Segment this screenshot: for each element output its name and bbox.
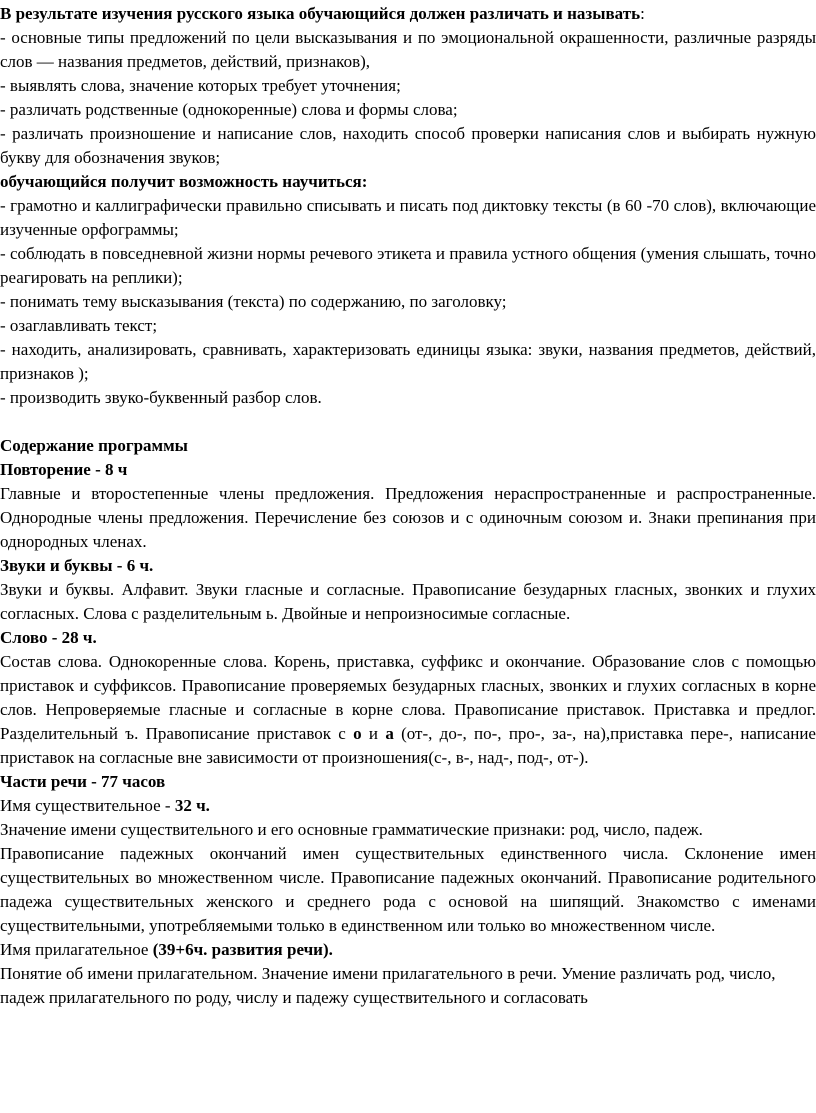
opportunity-item: - находить, анализировать, сравнивать, характеризовать единицы языка: звуки, названия предметов, действий, признаков ); — [0, 340, 816, 383]
opportunity-item: - грамотно и каллиграфически правильно списывать и писать под диктовку тексты (в 60 -70 слов), включающие изученные орфограммы; — [0, 196, 816, 239]
repetition-text: Главные и второстепенные члены предложения. Предложения нераспространенные и распространенные. Однородные члены предложения. Перечисление без союзов и с одиночным союзом и. Знаки препинания при однородных членах. — [0, 484, 816, 551]
adjective-paragraph: Понятие об имени прилагательном. Значение имени прилагательного в речи. Умение различать род, число, падеж прилагательного по роду, числу и падежу существительного и согласовать — [0, 964, 776, 1007]
learn-heading — [0, 2, 816, 26]
word-text-and: и — [361, 724, 386, 743]
adjective-heading — [0, 938, 816, 962]
noun-hours: 32 ч. — [174, 796, 210, 815]
opportunity-heading: обучающийся получит возможность научиться: — [0, 172, 368, 191]
sounds-text: Звуки и буквы. Алфавит. Звуки гласные и согласные. Правописание безударных гласных, звонких и глухих согласных. Слова с разделительным ь. Двойные и непроизносимые согласные. — [0, 580, 816, 623]
learn-item: - основные типы предложений по цели высказывания и по эмоциональной окрашенности, различные разряды слов — названия предметов, действий, признаков), — [0, 28, 816, 71]
sounds-heading: Звуки и буквы - 6 ч. — [0, 556, 154, 575]
noun-paragraph: Значение имени существительного и его основные грамматические признаки: род, число, падеж. — [0, 820, 703, 839]
learn-item: - различать родственные (однокоренные) слова и формы слова; — [0, 100, 458, 119]
opportunity-item: - озаглавливать текст; — [0, 316, 158, 335]
noun-label: Имя существительное - — [0, 796, 175, 815]
adjective-hours: (39+6ч. развития речи). — [152, 940, 333, 959]
opportunity-item: - понимать тему высказывания (текста) по содержанию, по заголовку; — [0, 292, 507, 311]
word-heading: Слово - 28 ч. — [0, 628, 97, 647]
noun-paragraph: Правописание падежных окончаний имен существительных единственного числа. Склонение имен существительных во множественном числе. Правописание падежных окончаний. Правописание родительного падежа существительных женского и среднего рода с основой на шипящий. Знакомство с именами существительными, употребляемыми только в единственном или только во множественном числе. — [0, 844, 816, 935]
adjective-label: Имя прилагательное — [0, 940, 153, 959]
word-text-b: (от-, до-, по-, про-, за-, на),приставка пере-, написание приставок на согласные вне зависимости от произношения(с-, в-, над-, под-, от-). — [0, 724, 816, 767]
content-title: Содержание программы — [0, 436, 188, 455]
word-text — [0, 650, 816, 770]
learn-heading-colon: : — [640, 4, 645, 23]
letter-o: о — [353, 724, 362, 743]
learn-item: - выявлять слова, значение которых требует уточнения; — [0, 76, 401, 95]
learn-heading-bold: В результате изучения русского языка обучающийся должен различать и называть — [0, 4, 641, 23]
learn-item: - различать произношение и написание слов, находить способ проверки написания слов и выбирать нужную букву для обозначения звуков; — [0, 124, 816, 167]
repetition-heading: Повторение - 8 ч — [0, 460, 128, 479]
section-spacer — [0, 410, 816, 434]
noun-heading — [0, 794, 816, 818]
letter-a: а — [385, 724, 394, 743]
parts-heading: Части речи - 77 часов — [0, 772, 166, 791]
opportunity-item: - производить звуко-буквенный разбор слов. — [0, 388, 322, 407]
opportunity-item: - соблюдать в повседневной жизни нормы речевого этикета и правила устного общения (умения слышать, точно реагировать на реплики); — [0, 244, 816, 287]
word-text-a: Состав слова. Однокоренные слова. Корень, приставка, суффикс и окончание. Образование слов с помощью приставок и суффиксов. Правописание проверяемых безударных гласных, звонких и глухих согласных в корне слов. Непроверяемые гласные и согласные в корне слова. Правописание приставок. Приставка и предлог. Разделительный ъ. Правописание приставок с — [0, 652, 816, 743]
